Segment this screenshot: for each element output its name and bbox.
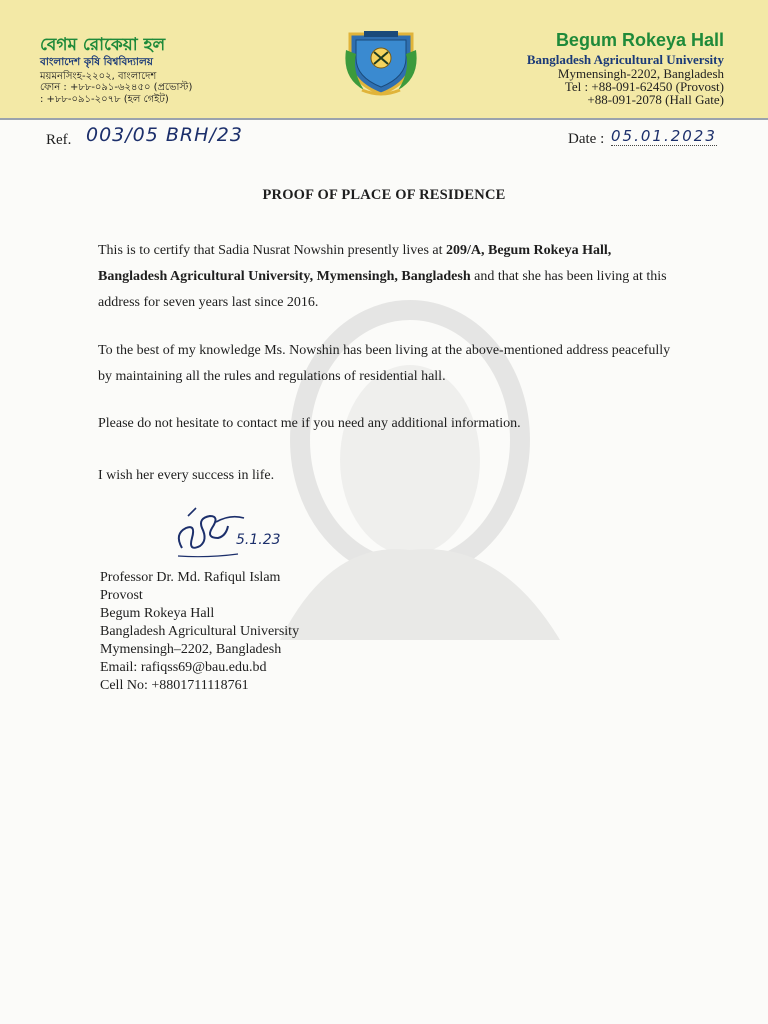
university-name-bangla: বাংলাদেশ কৃষি বিশ্ববিদ্যালয় [40, 56, 153, 68]
paragraph-contact: Please do not hesitate to contact me if you need any additional information. [98, 416, 521, 431]
signatory-block [100, 569, 299, 695]
signature-date: 5.1.23 [236, 532, 281, 548]
paragraph-wishes: I wish her every success in life. [98, 468, 275, 483]
signatory-position: Provost [100, 588, 143, 603]
university-logo [344, 28, 418, 98]
signatory-hall: Begum Rokeya Hall [100, 606, 215, 621]
reference-label: Ref. [46, 132, 72, 148]
phone-hall-gate-bangla: : +৮৮-০৯১-২০৭৮ (হল গেইট) [40, 94, 169, 105]
phone-provost: Tel : +88-091-62450 (Provost) [564, 79, 724, 94]
signatory-name: Professor Dr. Md. Rafiqul Islam [100, 570, 281, 585]
document-title: PROOF OF PLACE OF RESIDENCE [262, 187, 506, 203]
residence-address: 209/A, Begum Rokeya Hall, Bangladesh Agricultural University, Mymensingh, Bangladesh [98, 243, 612, 284]
paragraph-certification [98, 238, 678, 316]
signatory-email: Email: rafiqss69@bau.edu.bd [100, 660, 267, 675]
phone-provost-bangla: ফোন : +৮৮-০৯১-৬২৪৫০ (প্রভোস্ট) [40, 82, 193, 93]
signatory-cell: Cell No: +8801711118761 [100, 678, 249, 693]
letterhead [0, 0, 768, 118]
date-value: 05.01.2023 [611, 127, 717, 145]
university-name: Bangladesh Agricultural University [526, 52, 724, 67]
city-bangla: ময়মনসিংহ-২২০২, বাংলাদেশ [40, 71, 157, 82]
signatory-university: Bangladesh Agricultural University [100, 624, 300, 639]
city: Mymensingh-2202, Bangladesh [557, 66, 724, 81]
paragraph-conduct: To the best of my knowledge Ms. Nowshin has been living at the above-mentioned address peacefully by maintaining all the rules and regulations of residential hall. [98, 343, 671, 384]
phone-hall-gate: +88-091-2078 (Hall Gate) [587, 92, 724, 107]
certification-tail: and that she has been living at this address for seven years last since 2016. [98, 269, 667, 310]
reference-number: 003/05 BRH/23 [86, 124, 243, 146]
certification-intro: This is to certify that Sadia Nusrat Nowshin presently lives at [98, 243, 446, 258]
header-divider [0, 118, 768, 120]
hall-name: Begum Rokeya Hall [555, 30, 724, 50]
date-label: Date : [568, 131, 605, 147]
hall-name-bangla: বেগম রোকেয়া হল [40, 35, 166, 55]
signatory-city: Mymensingh–2202, Bangladesh [100, 642, 282, 657]
